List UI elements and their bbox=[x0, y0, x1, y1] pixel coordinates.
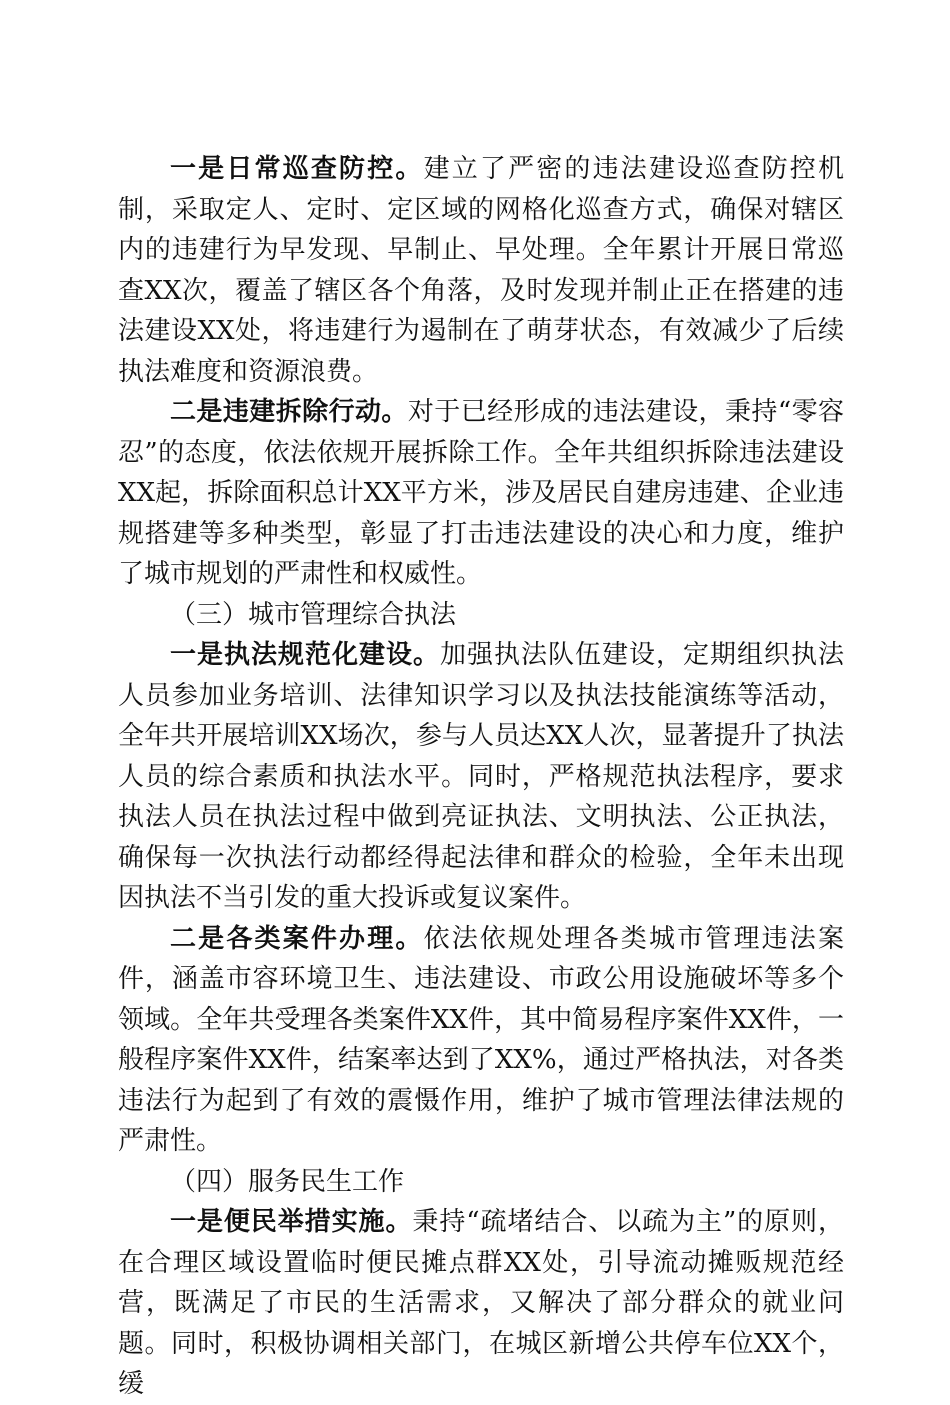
section-heading-4: （四）服务民生工作 bbox=[170, 1166, 405, 1197]
paragraph-daily-patrol bbox=[118, 149, 844, 392]
paragraph-text: 加强执法队伍建设，定期组织执法人员参加业务培训、法律知识学习以及执法技能演练等活动，全年共开展培训XX场次，参与人员达XX人次，显著提升了执法人员的综合素质和执法水平。同时，严格规范执法程序，要求执法人员在执法过程中做到亮证执法、文明执法、公正执法，确保每一次执法行动都经得起法律和群众的检验，全年未出现因执法不当引发的重大投诉或复议案件。 bbox=[118, 640, 844, 913]
paragraph-demolition bbox=[118, 392, 844, 595]
paragraph-lead: 一是日常巡查防控。 bbox=[170, 154, 424, 184]
paragraph-lead: 一是便民举措实施。 bbox=[170, 1207, 413, 1237]
paragraph-text: 对于已经形成的违法建设，秉持“零容忍”的态度，依法依规开展拆除工作。全年共组织拆除违法建设XX起，拆除面积总计XX平方米，涉及居民自建房违建、企业违规搭建等多种类型，彰显了打击违法建设的决心和力度，维护了城市规划的严肃性和权威性。 bbox=[118, 397, 844, 589]
paragraph-lead: 二是各类案件办理。 bbox=[170, 923, 424, 954]
paragraph-lead: 二是违建拆除行动。 bbox=[170, 397, 408, 427]
paragraph-text: 秉持“疏堵结合、以疏为主”的原则，在合理区域设置临时便民摊点群XX处，引导流动摊贩规范经营，既满足了市民的生活需求，又解决了部分群众的就业问题。同时，积极协调相关部门，在城区新增公共停车位XX个，缓 bbox=[118, 1207, 844, 1399]
paragraph-lead: 一是执法规范化建设。 bbox=[170, 640, 440, 670]
document-body bbox=[118, 149, 844, 1405]
section-heading-3: （三）城市管理综合执法 bbox=[170, 599, 457, 630]
paragraph-convenience bbox=[118, 1202, 844, 1405]
paragraph-standardization bbox=[118, 635, 844, 919]
paragraph-text: 依法依规处理各类城市管理违法案件，涵盖市容环境卫生、违法建设、市政公用设施破坏等多个领域。全年共受理各类案件XX件，其中简易程序案件XX件，一般程序案件XX件，结案率达到了XX%，通过严格执法，对各类违法行为起到了有效的震慑作用，维护了城市管理法律法规的严肃性。 bbox=[118, 923, 844, 1156]
paragraph-text: 建立了严密的违法建设巡查防控机制，采取定人、定时、定区域的网格化巡查方式，确保对辖区内的违建行为早发现、早制止、早处理。全年累计开展日常巡查XX次，覆盖了辖区各个角落，及时发现并制止正在搭建的违法建设XX处，将违建行为遏制在了萌芽状态，有效减少了后续执法难度和资源浪费。 bbox=[118, 154, 844, 387]
paragraph-case-handling bbox=[118, 919, 844, 1162]
